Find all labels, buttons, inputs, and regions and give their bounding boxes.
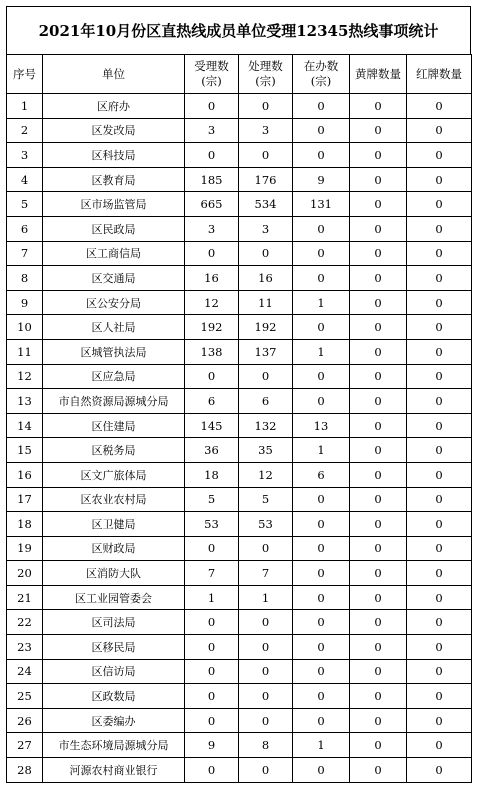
cell-pending: 0 bbox=[293, 684, 350, 709]
cell-yellow-cards: 0 bbox=[350, 241, 407, 266]
cell-no: 7 bbox=[7, 241, 43, 266]
header-received-unit: (宗) bbox=[201, 74, 222, 88]
cell-handled: 0 bbox=[239, 758, 293, 783]
table-row bbox=[7, 241, 472, 266]
table-row bbox=[7, 413, 472, 438]
cell-no: 24 bbox=[7, 659, 43, 684]
cell-yellow-cards: 0 bbox=[350, 389, 407, 414]
cell-red-cards: 0 bbox=[407, 266, 472, 291]
cell-no: 3 bbox=[7, 143, 43, 168]
cell-yellow-cards: 0 bbox=[350, 315, 407, 340]
cell-received: 185 bbox=[185, 167, 239, 192]
cell-yellow-cards: 0 bbox=[350, 118, 407, 143]
header-pending-label: 在办数 bbox=[303, 59, 339, 73]
cell-handled: 0 bbox=[239, 94, 293, 119]
cell-pending: 0 bbox=[293, 561, 350, 586]
cell-received: 0 bbox=[185, 708, 239, 733]
cell-no: 11 bbox=[7, 339, 43, 364]
cell-red-cards: 0 bbox=[407, 462, 472, 487]
cell-no: 1 bbox=[7, 94, 43, 119]
table-row bbox=[7, 635, 472, 660]
cell-no: 20 bbox=[7, 561, 43, 586]
cell-received: 0 bbox=[185, 364, 239, 389]
cell-red-cards: 0 bbox=[407, 216, 472, 241]
cell-pending: 131 bbox=[293, 192, 350, 217]
cell-received: 0 bbox=[185, 758, 239, 783]
cell-pending: 0 bbox=[293, 610, 350, 635]
cell-yellow-cards: 0 bbox=[350, 610, 407, 635]
cell-pending: 0 bbox=[293, 389, 350, 414]
cell-no: 22 bbox=[7, 610, 43, 635]
cell-no: 16 bbox=[7, 462, 43, 487]
table-row bbox=[7, 167, 472, 192]
cell-yellow-cards: 0 bbox=[350, 512, 407, 537]
cell-unit: 区教育局 bbox=[43, 167, 185, 192]
cell-handled: 0 bbox=[239, 536, 293, 561]
cell-no: 12 bbox=[7, 364, 43, 389]
cell-unit: 区消防大队 bbox=[43, 561, 185, 586]
cell-unit: 区府办 bbox=[43, 94, 185, 119]
cell-pending: 6 bbox=[293, 462, 350, 487]
header-pending-unit: (宗) bbox=[310, 74, 332, 88]
cell-no: 17 bbox=[7, 487, 43, 512]
cell-received: 145 bbox=[185, 413, 239, 438]
table-row bbox=[7, 462, 472, 487]
cell-yellow-cards: 0 bbox=[350, 413, 407, 438]
cell-unit: 区工业园管委会 bbox=[43, 585, 185, 610]
cell-no: 23 bbox=[7, 635, 43, 660]
cell-red-cards: 0 bbox=[407, 659, 472, 684]
table-row bbox=[7, 290, 472, 315]
cell-received: 0 bbox=[185, 684, 239, 709]
cell-received: 36 bbox=[185, 438, 239, 463]
cell-yellow-cards: 0 bbox=[350, 733, 407, 758]
cell-received: 138 bbox=[185, 339, 239, 364]
table-row bbox=[7, 364, 472, 389]
table-row bbox=[7, 389, 472, 414]
cell-unit: 区农业农村局 bbox=[43, 487, 185, 512]
cell-red-cards: 0 bbox=[407, 438, 472, 463]
cell-received: 1 bbox=[185, 585, 239, 610]
cell-yellow-cards: 0 bbox=[350, 266, 407, 291]
cell-unit: 市生态环境局源城分局 bbox=[43, 733, 185, 758]
header-pending bbox=[293, 55, 350, 94]
cell-unit: 区委编办 bbox=[43, 708, 185, 733]
cell-handled: 53 bbox=[239, 512, 293, 537]
cell-no: 9 bbox=[7, 290, 43, 315]
cell-received: 5 bbox=[185, 487, 239, 512]
header-received bbox=[185, 55, 239, 94]
cell-unit: 区政数局 bbox=[43, 684, 185, 709]
cell-pending: 0 bbox=[293, 118, 350, 143]
table-row bbox=[7, 536, 472, 561]
cell-handled: 12 bbox=[239, 462, 293, 487]
cell-received: 7 bbox=[185, 561, 239, 586]
cell-unit: 区信访局 bbox=[43, 659, 185, 684]
cell-received: 18 bbox=[185, 462, 239, 487]
cell-pending: 0 bbox=[293, 364, 350, 389]
cell-yellow-cards: 0 bbox=[350, 364, 407, 389]
cell-red-cards: 0 bbox=[407, 487, 472, 512]
cell-unit: 区科技局 bbox=[43, 143, 185, 168]
table-row bbox=[7, 315, 472, 340]
cell-yellow-cards: 0 bbox=[350, 708, 407, 733]
cell-handled: 534 bbox=[239, 192, 293, 217]
cell-received: 16 bbox=[185, 266, 239, 291]
cell-pending: 0 bbox=[293, 266, 350, 291]
cell-yellow-cards: 0 bbox=[350, 585, 407, 610]
cell-yellow-cards: 0 bbox=[350, 487, 407, 512]
cell-unit: 区公安分局 bbox=[43, 290, 185, 315]
cell-pending: 0 bbox=[293, 315, 350, 340]
cell-received: 3 bbox=[185, 118, 239, 143]
cell-red-cards: 0 bbox=[407, 143, 472, 168]
cell-received: 0 bbox=[185, 94, 239, 119]
cell-unit: 区工商信局 bbox=[43, 241, 185, 266]
cell-pending: 0 bbox=[293, 635, 350, 660]
table-title: 2021年10月份区直热线成员单位受理12345热线事项统计 bbox=[6, 6, 471, 54]
cell-pending: 1 bbox=[293, 438, 350, 463]
header-handled-label: 处理数 bbox=[248, 59, 283, 73]
table-row bbox=[7, 94, 472, 119]
cell-handled: 0 bbox=[239, 684, 293, 709]
cell-no: 14 bbox=[7, 413, 43, 438]
cell-unit: 区民政局 bbox=[43, 216, 185, 241]
cell-yellow-cards: 0 bbox=[350, 339, 407, 364]
cell-no: 15 bbox=[7, 438, 43, 463]
table-row bbox=[7, 438, 472, 463]
cell-yellow-cards: 0 bbox=[350, 635, 407, 660]
cell-yellow-cards: 0 bbox=[350, 536, 407, 561]
cell-yellow-cards: 0 bbox=[350, 167, 407, 192]
cell-yellow-cards: 0 bbox=[350, 758, 407, 783]
cell-red-cards: 0 bbox=[407, 192, 472, 217]
cell-handled: 7 bbox=[239, 561, 293, 586]
cell-handled: 0 bbox=[239, 708, 293, 733]
cell-handled: 3 bbox=[239, 118, 293, 143]
cell-pending: 0 bbox=[293, 659, 350, 684]
table-row bbox=[7, 733, 472, 758]
cell-handled: 3 bbox=[239, 216, 293, 241]
cell-pending: 1 bbox=[293, 290, 350, 315]
header-handled-unit: (宗) bbox=[255, 74, 276, 88]
cell-handled: 8 bbox=[239, 733, 293, 758]
header-red-cards: 红牌数量 bbox=[407, 55, 472, 94]
cell-pending: 0 bbox=[293, 143, 350, 168]
cell-yellow-cards: 0 bbox=[350, 143, 407, 168]
cell-handled: 0 bbox=[239, 610, 293, 635]
cell-no: 27 bbox=[7, 733, 43, 758]
cell-no: 28 bbox=[7, 758, 43, 783]
cell-received: 3 bbox=[185, 216, 239, 241]
cell-unit: 市自然资源局源城分局 bbox=[43, 389, 185, 414]
cell-red-cards: 0 bbox=[407, 733, 472, 758]
cell-handled: 0 bbox=[239, 635, 293, 660]
cell-pending: 0 bbox=[293, 585, 350, 610]
cell-unit: 区司法局 bbox=[43, 610, 185, 635]
table-row bbox=[7, 143, 472, 168]
cell-red-cards: 0 bbox=[407, 315, 472, 340]
cell-red-cards: 0 bbox=[407, 684, 472, 709]
cell-yellow-cards: 0 bbox=[350, 216, 407, 241]
cell-pending: 9 bbox=[293, 167, 350, 192]
cell-received: 0 bbox=[185, 143, 239, 168]
table-row bbox=[7, 266, 472, 291]
cell-no: 10 bbox=[7, 315, 43, 340]
cell-received: 0 bbox=[185, 635, 239, 660]
table-row bbox=[7, 216, 472, 241]
cell-pending: 0 bbox=[293, 216, 350, 241]
cell-red-cards: 0 bbox=[407, 339, 472, 364]
cell-no: 18 bbox=[7, 512, 43, 537]
cell-handled: 192 bbox=[239, 315, 293, 340]
cell-received: 192 bbox=[185, 315, 239, 340]
cell-yellow-cards: 0 bbox=[350, 684, 407, 709]
cell-red-cards: 0 bbox=[407, 167, 472, 192]
table-row bbox=[7, 339, 472, 364]
cell-received: 665 bbox=[185, 192, 239, 217]
table-row bbox=[7, 610, 472, 635]
cell-handled: 16 bbox=[239, 266, 293, 291]
cell-pending: 0 bbox=[293, 512, 350, 537]
table-row bbox=[7, 758, 472, 783]
table-row bbox=[7, 659, 472, 684]
cell-no: 25 bbox=[7, 684, 43, 709]
cell-pending: 0 bbox=[293, 241, 350, 266]
cell-red-cards: 0 bbox=[407, 610, 472, 635]
cell-received: 0 bbox=[185, 659, 239, 684]
cell-no: 21 bbox=[7, 585, 43, 610]
cell-unit: 区卫健局 bbox=[43, 512, 185, 537]
cell-unit: 区发改局 bbox=[43, 118, 185, 143]
cell-unit: 区市场监管局 bbox=[43, 192, 185, 217]
cell-handled: 0 bbox=[239, 659, 293, 684]
cell-red-cards: 0 bbox=[407, 94, 472, 119]
cell-red-cards: 0 bbox=[407, 758, 472, 783]
cell-pending: 0 bbox=[293, 708, 350, 733]
cell-pending: 0 bbox=[293, 536, 350, 561]
cell-unit: 区财政局 bbox=[43, 536, 185, 561]
table-row bbox=[7, 118, 472, 143]
table-row bbox=[7, 487, 472, 512]
cell-red-cards: 0 bbox=[407, 635, 472, 660]
cell-unit: 区文广旅体局 bbox=[43, 462, 185, 487]
cell-no: 2 bbox=[7, 118, 43, 143]
cell-pending: 0 bbox=[293, 487, 350, 512]
header-received-label: 受理数 bbox=[194, 59, 229, 73]
table-row bbox=[7, 585, 472, 610]
statistics-table bbox=[6, 54, 472, 783]
cell-red-cards: 0 bbox=[407, 512, 472, 537]
document-page bbox=[6, 6, 471, 783]
cell-red-cards: 0 bbox=[407, 290, 472, 315]
cell-red-cards: 0 bbox=[407, 241, 472, 266]
cell-unit: 区应急局 bbox=[43, 364, 185, 389]
cell-unit: 河源农村商业银行 bbox=[43, 758, 185, 783]
cell-pending: 0 bbox=[293, 758, 350, 783]
cell-red-cards: 0 bbox=[407, 364, 472, 389]
cell-no: 5 bbox=[7, 192, 43, 217]
cell-received: 53 bbox=[185, 512, 239, 537]
header-yellow-cards: 黄牌数量 bbox=[350, 55, 407, 94]
cell-unit: 区交通局 bbox=[43, 266, 185, 291]
cell-received: 12 bbox=[185, 290, 239, 315]
table-row bbox=[7, 192, 472, 217]
cell-handled: 176 bbox=[239, 167, 293, 192]
cell-red-cards: 0 bbox=[407, 585, 472, 610]
cell-pending: 1 bbox=[293, 733, 350, 758]
cell-yellow-cards: 0 bbox=[350, 290, 407, 315]
cell-no: 19 bbox=[7, 536, 43, 561]
cell-yellow-cards: 0 bbox=[350, 561, 407, 586]
cell-received: 0 bbox=[185, 610, 239, 635]
cell-handled: 6 bbox=[239, 389, 293, 414]
cell-received: 0 bbox=[185, 536, 239, 561]
cell-pending: 0 bbox=[293, 94, 350, 119]
cell-handled: 132 bbox=[239, 413, 293, 438]
cell-red-cards: 0 bbox=[407, 708, 472, 733]
table-header bbox=[7, 55, 472, 94]
cell-pending: 1 bbox=[293, 339, 350, 364]
cell-yellow-cards: 0 bbox=[350, 462, 407, 487]
header-unit: 单位 bbox=[43, 55, 185, 94]
cell-handled: 11 bbox=[239, 290, 293, 315]
cell-red-cards: 0 bbox=[407, 536, 472, 561]
table-row bbox=[7, 708, 472, 733]
cell-handled: 0 bbox=[239, 143, 293, 168]
cell-handled: 137 bbox=[239, 339, 293, 364]
cell-red-cards: 0 bbox=[407, 561, 472, 586]
cell-handled: 1 bbox=[239, 585, 293, 610]
table-row bbox=[7, 512, 472, 537]
cell-yellow-cards: 0 bbox=[350, 659, 407, 684]
cell-pending: 13 bbox=[293, 413, 350, 438]
cell-unit: 区城管执法局 bbox=[43, 339, 185, 364]
cell-no: 26 bbox=[7, 708, 43, 733]
cell-no: 6 bbox=[7, 216, 43, 241]
table-body bbox=[7, 94, 472, 783]
cell-yellow-cards: 0 bbox=[350, 192, 407, 217]
cell-red-cards: 0 bbox=[407, 389, 472, 414]
cell-handled: 0 bbox=[239, 241, 293, 266]
cell-received: 0 bbox=[185, 241, 239, 266]
cell-red-cards: 0 bbox=[407, 118, 472, 143]
cell-unit: 区人社局 bbox=[43, 315, 185, 340]
cell-handled: 35 bbox=[239, 438, 293, 463]
cell-yellow-cards: 0 bbox=[350, 94, 407, 119]
cell-no: 4 bbox=[7, 167, 43, 192]
cell-no: 8 bbox=[7, 266, 43, 291]
cell-handled: 0 bbox=[239, 364, 293, 389]
cell-unit: 区税务局 bbox=[43, 438, 185, 463]
header-handled bbox=[239, 55, 293, 94]
cell-handled: 5 bbox=[239, 487, 293, 512]
table-row bbox=[7, 684, 472, 709]
cell-received: 6 bbox=[185, 389, 239, 414]
cell-unit: 区移民局 bbox=[43, 635, 185, 660]
cell-no: 13 bbox=[7, 389, 43, 414]
cell-yellow-cards: 0 bbox=[350, 438, 407, 463]
table-row bbox=[7, 561, 472, 586]
cell-unit: 区住建局 bbox=[43, 413, 185, 438]
header-no: 序号 bbox=[7, 55, 43, 94]
cell-red-cards: 0 bbox=[407, 413, 472, 438]
header-row bbox=[7, 55, 472, 94]
cell-received: 9 bbox=[185, 733, 239, 758]
